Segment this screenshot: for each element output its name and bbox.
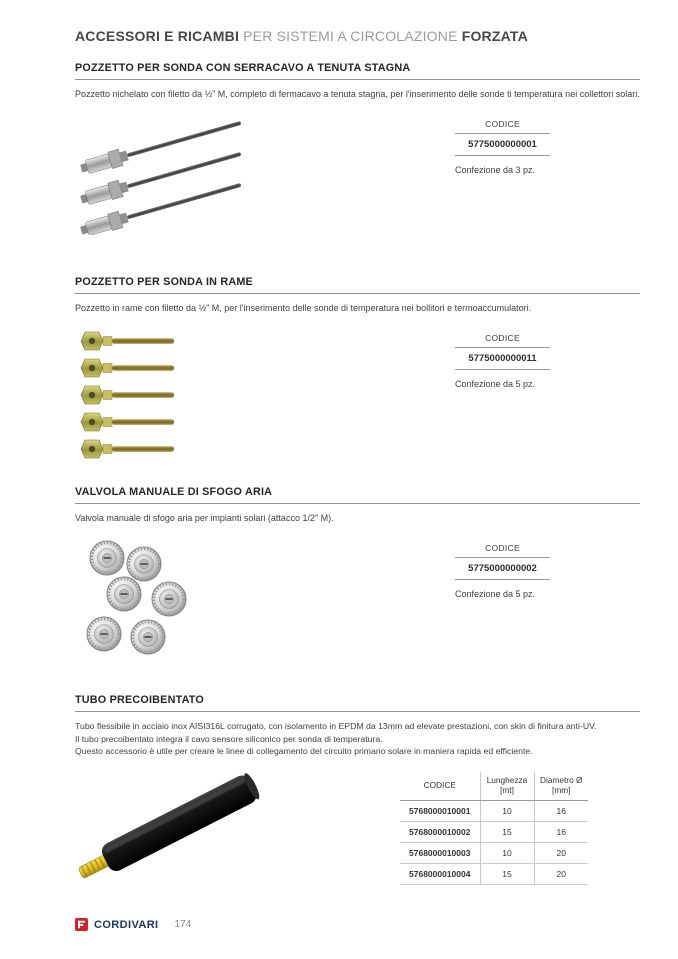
cell-lunghezza: 10 bbox=[480, 842, 534, 863]
cell-lunghezza: 10 bbox=[480, 800, 534, 821]
codice-table bbox=[455, 333, 550, 370]
cell-diametro: 20 bbox=[534, 863, 588, 884]
section-title: POZZETTO PER SONDA CON SERRACAVO A TENUTA STAGNA bbox=[75, 62, 640, 80]
product-image-insulated-tube bbox=[75, 770, 400, 885]
tube-table-column bbox=[400, 770, 600, 885]
pack-note: Confezione da 5 pz. bbox=[455, 379, 536, 390]
section-title: POZZETTO PER SONDA IN RAME bbox=[75, 276, 640, 294]
codice-table bbox=[455, 543, 550, 580]
section-description bbox=[75, 720, 640, 758]
codice-header: CODICE bbox=[455, 119, 550, 134]
section-description: Pozzetto nichelato con filetto da ½" M, completo di fermacavo a tenuta stagna, per l'inserimento delle sonde ti temperatura nei collettori solari. bbox=[75, 89, 640, 99]
cell-diametro: 20 bbox=[534, 842, 588, 863]
col-header-diametro-label: Diametro Ø bbox=[540, 774, 583, 785]
cell-diametro: 16 bbox=[534, 800, 588, 821]
codice-column bbox=[455, 113, 640, 175]
product-image-copper-wells bbox=[75, 327, 455, 468]
pack-note: Confezione da 5 pz. bbox=[455, 589, 536, 600]
tube-size-table bbox=[400, 772, 588, 885]
copper-wells-illustration bbox=[77, 327, 257, 463]
table-row bbox=[400, 821, 588, 842]
cell-codice: 5768000010003 bbox=[400, 842, 480, 863]
cell-lunghezza: 15 bbox=[480, 863, 534, 884]
section-pozzetto-rame bbox=[75, 276, 640, 468]
product-image-probe-wells bbox=[75, 113, 455, 240]
codice-header: CODICE bbox=[455, 333, 550, 348]
section-content-row bbox=[75, 770, 640, 885]
codice-column bbox=[455, 537, 640, 599]
description-line: Tubo flessibile in acciaio inox AISI316L corrugato, con isolamento in EPDM da 13mm ad elevate prestazioni, con skin di finitura anti-UV. bbox=[75, 721, 597, 731]
section-title: VALVOLA MANUALE DI SFOGO ARIA bbox=[75, 486, 640, 504]
section-content-row bbox=[75, 327, 640, 468]
col-header-diametro-unit: [mm] bbox=[552, 785, 571, 796]
codice-value: 5775000000001 bbox=[455, 134, 550, 156]
cell-codice: 5768000010001 bbox=[400, 800, 480, 821]
col-header-diametro bbox=[534, 772, 588, 800]
col-header-lunghezza bbox=[480, 772, 534, 800]
brand-name: CORDIVARI bbox=[94, 918, 159, 931]
cordivari-logo-glyph bbox=[75, 918, 88, 931]
section-description: Pozzetto in rame con filetto da ½" M, per l'inserimento delle sonde di temperatura nei bollitori e termoaccumulatori. bbox=[75, 303, 532, 313]
pack-note: Confezione da 3 pz. bbox=[455, 165, 536, 176]
section-valvola-sfogo-aria bbox=[75, 486, 640, 667]
section-description: Valvola manuale di sfogo aria per impianti solari (attacco 1/2" M). bbox=[75, 513, 334, 523]
cell-codice: 5768000010002 bbox=[400, 821, 480, 842]
codice-table bbox=[455, 119, 550, 156]
section-title: TUBO PRECOIBENTATO bbox=[75, 694, 640, 712]
probe-wells-illustration bbox=[77, 113, 287, 235]
cordivari-logo-icon bbox=[75, 918, 88, 931]
table-row bbox=[400, 863, 588, 884]
section-content-row bbox=[75, 537, 640, 667]
page-title-gray-middle: PER SISTEMI A CIRCOLAZIONE bbox=[239, 28, 462, 44]
page-footer bbox=[75, 918, 191, 931]
col-header-codice: CODICE bbox=[400, 772, 480, 800]
col-header-lunghezza-label: Lunghezza bbox=[486, 774, 528, 785]
cell-lunghezza: 15 bbox=[480, 821, 534, 842]
codice-value: 5775000000002 bbox=[455, 558, 550, 580]
table-row bbox=[400, 842, 588, 863]
codice-header: CODICE bbox=[455, 543, 550, 558]
col-header-lunghezza-unit: [mt] bbox=[500, 785, 514, 796]
table-header-row bbox=[400, 772, 588, 800]
cell-codice: 5768000010004 bbox=[400, 863, 480, 884]
description-line: Questo accessorio è utile per creare le linee di collegamento del circuito primario solare in maniera rapida ed efficiente. bbox=[75, 746, 533, 757]
codice-column bbox=[455, 327, 640, 389]
section-tubo-precoibentato bbox=[75, 694, 640, 885]
insulated-tube-illustration bbox=[77, 770, 267, 880]
page-number: 174 bbox=[174, 919, 192, 930]
air-valves-illustration bbox=[77, 537, 247, 662]
page-title bbox=[75, 28, 528, 44]
codice-value: 5775000000011 bbox=[455, 348, 550, 370]
table-row bbox=[400, 800, 588, 821]
description-line: Il tubo precoibentato integra il cavo sensore siliconico per sonda di temperatura. bbox=[75, 733, 383, 744]
page-title-bold-left: ACCESSORI E RICAMBI bbox=[75, 28, 240, 44]
cell-diametro: 16 bbox=[534, 821, 588, 842]
section-content-row bbox=[75, 113, 640, 240]
section-pozzetto-serracavo bbox=[75, 62, 640, 240]
product-image-air-valves bbox=[75, 537, 455, 667]
page-title-bold-right: FORZATA bbox=[461, 28, 528, 44]
